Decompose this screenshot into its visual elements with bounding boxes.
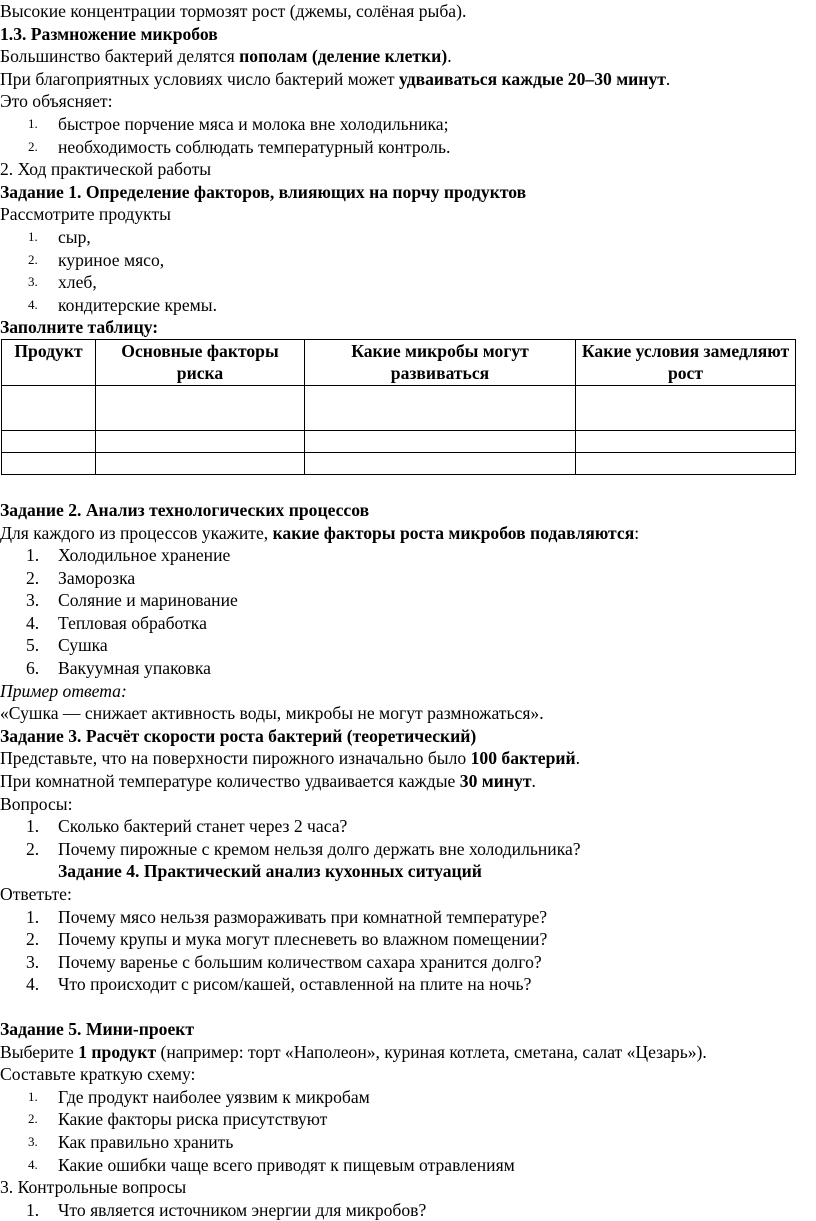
list-item [0,271,816,294]
bold-run: 1 продукт [78,1041,157,1062]
text-run: . [665,68,671,89]
list-item [0,906,816,929]
list-item [0,815,816,838]
text-run: . [447,46,452,67]
list-number: 3. [26,590,40,611]
intro-line: Высокие концентрации тормозят рост (джемы, солёная рыба). [0,1,467,21]
table-cell[interactable] [305,452,576,474]
list-number: 1. [26,906,40,927]
table-row [2,452,796,474]
list-item [0,249,816,272]
list-number: 4. [26,974,40,995]
list-text: Почему мясо нельзя размораживать при комнатной температуре? [58,906,548,927]
list-text: Что происходит с рисом/кашей, оставленной на плите на ночь? [58,974,532,995]
table-header-cell: Какие микробы могут развиваться [305,339,576,385]
list-text: Где продукт наиболее уязвим к микробам [58,1086,370,1107]
list-number: 1. [26,1199,40,1220]
bold-run: 30 минут [459,771,532,792]
list-text: Тепловая обработка [58,612,207,633]
example-label: Пример ответа: [0,680,127,701]
table-cell[interactable] [2,385,96,430]
section-3-title: 3. Контрольные вопросы [0,1177,187,1198]
intro-paragraph-3: Это объясняет: [0,91,113,112]
list-item [0,951,816,974]
list-number: 2. [28,138,38,154]
text-run: Выберите [0,1041,79,1062]
list-number: 1. [26,545,40,566]
list-item [0,1086,816,1109]
table-cell[interactable] [576,452,796,474]
task-2-title: Задание 2. Анализ технологических процессов [0,499,370,520]
list-text: Сколько бактерий станет через 2 часа? [58,816,348,837]
table-cell[interactable] [305,430,576,452]
list-item [0,589,816,612]
list-text: хлеб, [58,272,97,293]
task-4-title: Задание 4. Практический анализ кухонных ситуаций [58,861,482,882]
list-item [0,226,816,249]
list-number: 4. [26,612,40,633]
text-run: Большинство бактерий делятся [0,46,240,67]
list-item [0,1131,816,1154]
list-number: 3. [28,1133,38,1149]
list-number: 4. [28,296,38,312]
table-header-cell: Какие условия замедляют рост [576,339,796,385]
spacer [0,475,816,499]
text-run: : [634,522,640,543]
list-text: Почему крупы и мука могут плесневеть во влажном помещении? [58,929,548,950]
task-5-list [0,1086,816,1176]
list-text: Заморозка [58,567,136,588]
table-header-row [2,339,796,385]
table-cell[interactable] [96,430,305,452]
list-item [0,612,816,635]
table-header-cell: Продукт [2,339,96,385]
list-item [0,657,816,680]
bold-run: какие факторы роста микробов подавляются [272,522,635,543]
list-number: 1. [28,228,38,244]
list-item [0,1108,816,1131]
list-text: Как правильно хранить [58,1131,234,1152]
list-text: Почему варенье с большим количеством сахара хранится долго? [58,951,542,972]
table-cell[interactable] [2,452,96,474]
task-5-title: Задание 5. Мини-проект [0,1018,195,1039]
list-item [0,1154,816,1177]
intro-list [0,113,816,158]
table-cell[interactable] [576,430,796,452]
text-run: . [575,748,581,769]
list-text: Что является источником энергии для микробов? [58,1199,427,1220]
table-cell[interactable] [305,385,576,430]
list-item [0,567,816,590]
list-number: 2. [26,567,40,588]
text-run: При благоприятных условиях число бактерий может [0,68,399,89]
text-run: Для каждого из процессов укажите, [0,522,273,543]
task-3-title: Задание 3. Расчёт скорости роста бактерий (теоретический) [0,725,477,746]
list-number: 2. [26,929,40,950]
task-2-lead [0,522,816,545]
task-3-list [0,815,816,860]
list-item [0,113,816,136]
list-text: необходимость соблюдать температурный контроль. [58,136,451,157]
list-number: 3. [28,274,38,290]
list-text: Соляние и маринование [58,590,238,611]
task-5-paragraph-1 [0,1041,816,1064]
text-run: Представьте, что на поверхности пирожного изначально было [0,748,471,769]
intro-paragraph-2 [0,68,816,91]
bold-run: пополам (деление клетки) [239,46,448,67]
list-text: куриное мясо, [58,249,165,270]
list-text: Вакуумная упаковка [58,658,211,679]
list-text: Какие факторы риска присутствуют [58,1109,328,1130]
list-item [0,294,816,317]
intro-paragraph-1 [0,45,816,68]
heading-reproduction: 1.3. Размножение микробов [0,23,218,44]
example-text: «Сушка — снижает активность воды, микробы не могут размножаться». [0,703,544,724]
task-2-list [0,544,816,680]
list-item [0,544,816,567]
list-item [0,973,816,996]
text-run: При комнатной температуре количество удваивается каждые [0,771,460,792]
task-1-title: Задание 1. Определение факторов, влияющих на порчу продуктов [0,181,527,202]
list-item [0,928,816,951]
task-1-lead: Рассмотрите продукты [0,204,171,225]
task-1-list [0,226,816,316]
list-number: 1. [28,1088,38,1104]
list-text: кондитерские кремы. [58,294,218,315]
task-3-lead: Вопросы: [0,793,73,814]
list-number: 5. [26,635,40,656]
list-text: Сушка [58,635,108,656]
list-number: 3. [26,951,40,972]
table-row [2,430,796,452]
list-item [0,136,816,159]
task-3-paragraph-2 [0,770,816,793]
table-cell[interactable] [576,385,796,430]
list-text: Холодильное хранение [58,545,231,566]
table-cell[interactable] [96,452,305,474]
section-2-title: 2. Ход практической работы [0,159,212,180]
spacer [0,996,816,1018]
list-number: 1. [28,115,38,131]
task-3-paragraph-1 [0,747,816,770]
text-run: (например: торт «Наполеон», куриная котлета, сметана, салат «Цезарь»). [156,1041,707,1062]
list-number: 1. [26,816,40,837]
table-cell[interactable] [2,430,96,452]
list-item [0,634,816,657]
list-text: быстрое порчение мяса и молока вне холодильника; [58,113,449,134]
list-number: 2. [28,251,38,267]
list-number: 2. [28,1111,38,1127]
bold-run: 100 бактерий [470,748,576,769]
list-item [0,1199,816,1221]
list-text: Какие ошибки чаще всего приводят к пищевым отравлениям [58,1154,515,1175]
products-table [1,339,796,475]
task-4-list [0,906,816,996]
list-number: 2. [26,838,40,859]
table-title: Заполните таблицу: [0,317,159,338]
task-5-lead: Составьте краткую схему: [0,1064,196,1085]
text-run: . [531,771,536,792]
task-4-lead: Ответьте: [0,884,72,904]
list-text: Почему пирожные с кремом нельзя долго держать вне холодильника? [58,838,581,859]
list-number: 4. [28,1156,38,1172]
table-row [2,385,796,430]
list-item [0,838,816,861]
list-number: 6. [26,658,40,679]
section-3-list [0,1199,816,1221]
list-text: сыр, [58,226,91,247]
table-header-cell: Основные факторы риска [96,339,305,385]
bold-run: удваиваться каждые 20–30 минут [399,68,666,89]
table-cell[interactable] [96,385,305,430]
